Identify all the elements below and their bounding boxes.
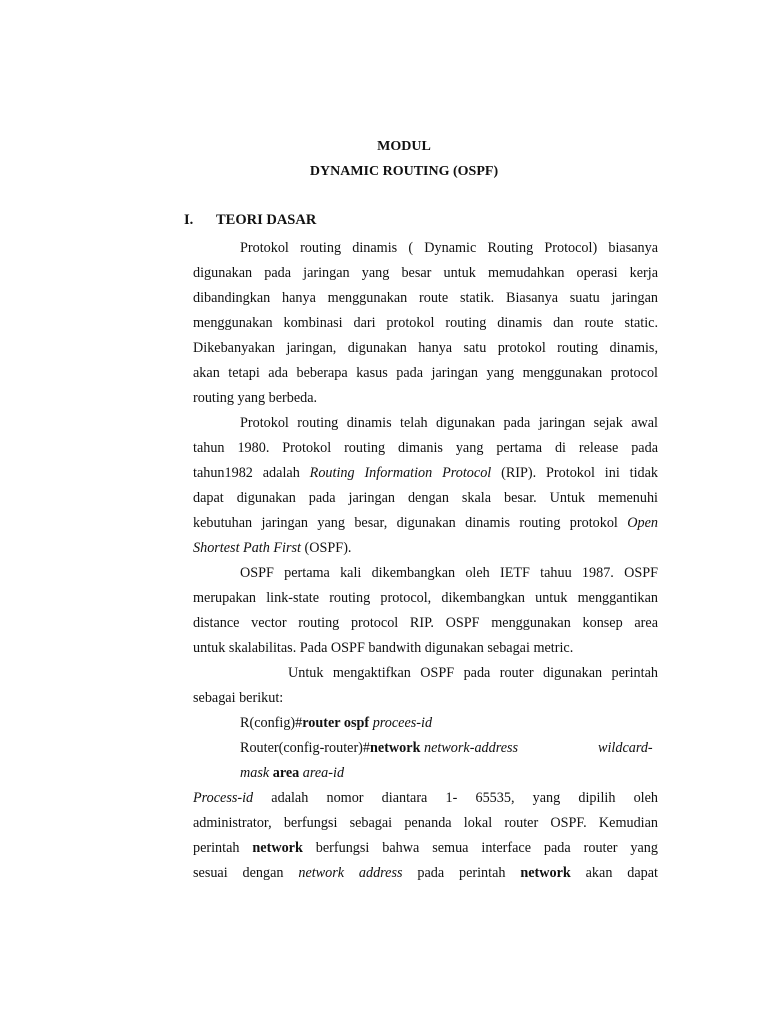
- text-run: sesuai dengan: [193, 865, 299, 881]
- text-line: akan tetapi ada beberapa kasus pada jaringan yang menggunakan protocol: [193, 365, 658, 381]
- text-line: [193, 864, 658, 882]
- command-argument: area-id: [299, 765, 345, 781]
- command-keyword: area: [269, 765, 300, 781]
- command-argument: network-address: [420, 740, 519, 756]
- command-network: [240, 739, 518, 757]
- section-title: TEORI DASAR: [216, 212, 317, 228]
- command-router-ospf: [240, 714, 432, 732]
- text-run: perintah: [193, 840, 253, 856]
- text-line: [193, 839, 658, 857]
- rip-term: Routing Information Protocol: [309, 465, 492, 481]
- text-line: distance vector routing protocol RIP. OSPF menggunakan konsep area: [193, 615, 658, 631]
- text-line: Dikebanyakan jaringan, digunakan hanya satu protokol routing dinamis,: [193, 340, 658, 356]
- text-line: merupakan link-state routing protocol, dikembangkan untuk menggantikan: [193, 590, 658, 606]
- ospf-term: Shortest Path First: [193, 540, 301, 556]
- module-label: MODUL: [377, 139, 431, 154]
- command-argument: procees-id: [369, 715, 433, 731]
- text-line: [193, 539, 351, 557]
- text-line: Protokol routing dinamis ( Dynamic Routing Protocol) biasanya: [240, 240, 658, 256]
- network-address-term: network address: [298, 865, 403, 881]
- text-run: akan dapat: [570, 865, 658, 881]
- section-number: I.: [184, 212, 194, 228]
- text-line: [193, 464, 658, 482]
- text-line: [193, 514, 658, 532]
- command-prompt: Router(config-router)#: [240, 740, 371, 756]
- text-line: OSPF pertama kali dikembangkan oleh IETF tahuu 1987. OSPF: [240, 565, 658, 581]
- text-run: tahun1982 adalah: [193, 465, 310, 481]
- process-id-term: Process-id: [193, 790, 254, 806]
- text-line: routing yang berbeda.: [193, 390, 318, 406]
- network-keyword: network: [520, 865, 571, 881]
- text-line: [193, 789, 658, 807]
- text-run: berfungsi bahwa semua interface pada router yang: [302, 840, 658, 856]
- text-line: Untuk mengaktifkan OSPF pada router digunakan perintah: [288, 665, 658, 681]
- command-keyword: router ospf: [302, 715, 370, 731]
- text-run: (OSPF).: [301, 540, 352, 556]
- text-run: (RIP). Protokol ini tidak: [491, 465, 658, 481]
- text-line: administrator, berfungsi sebagai penanda lokal router OSPF. Kemudian: [193, 815, 658, 831]
- text-run: kebutuhan jaringan yang besar, digunakan dinamis routing protokol: [193, 515, 628, 531]
- text-line: Protokol routing dinamis telah digunakan pada jaringan sejak awal: [240, 415, 658, 431]
- text-line: digunakan pada jaringan yang besar untuk memudahkan operasi kerja: [193, 265, 658, 281]
- command-keyword: network: [370, 740, 421, 756]
- command-prompt: R(config)#: [240, 715, 303, 731]
- text-line: menggunakan kombinasi dari protokol routing dinamis dan route static.: [193, 315, 658, 331]
- text-run: pada perintah: [402, 865, 521, 881]
- text-line: tahun 1980. Protokol routing dimanis yang pertama di release pada: [193, 440, 658, 456]
- network-keyword: network: [252, 840, 303, 856]
- text-line: dibandingkan hanya menggunakan route statik. Biasanya suatu jaringan: [193, 290, 658, 306]
- text-line: sebagai berikut:: [193, 690, 284, 706]
- command-argument: wildcard-: [598, 740, 653, 756]
- document-title: DYNAMIC ROUTING (OSPF): [309, 164, 499, 179]
- text-line: dapat digunakan pada jaringan dengan skala besar. Untuk memenuhi: [193, 490, 658, 506]
- command-argument: mask: [240, 765, 270, 781]
- text-line: untuk skalabilitas. Pada OSPF bandwith digunakan sebagai metric.: [193, 640, 574, 656]
- command-network-cont: [240, 764, 344, 782]
- ospf-term: Open: [627, 515, 658, 531]
- text-run: adalah nomor diantara 1- 65535, yang dipilih oleh: [253, 790, 658, 806]
